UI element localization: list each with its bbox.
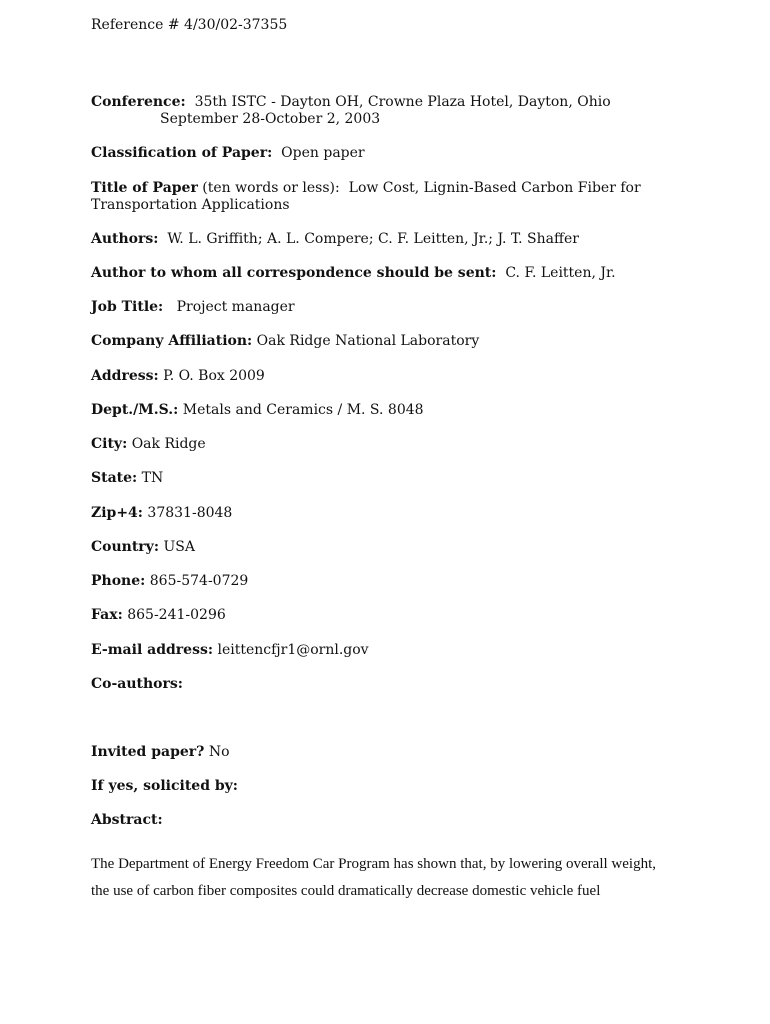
- authors-field: [91, 231, 579, 248]
- phone-label: Phone:: [91, 573, 146, 589]
- state-field: [91, 470, 163, 487]
- title-of-paper-label: Title of Paper: [91, 180, 198, 196]
- zip-value: 37831-8048: [147, 505, 233, 521]
- company-field: [91, 333, 479, 350]
- abstract-text-line2: the use of carbon fiber composites could dramatically decrease domestic vehicle fuel: [91, 883, 601, 899]
- correspondence-value: C. F. Leitten, Jr.: [505, 265, 616, 281]
- company-label: Company Affiliation:: [91, 333, 253, 349]
- classification-value: Open paper: [281, 145, 365, 161]
- coauthors-field: [91, 676, 183, 693]
- dept-field: [91, 402, 424, 419]
- address-value: P. O. Box 2009: [163, 368, 265, 384]
- invited-field: [91, 744, 230, 761]
- state-label: State:: [91, 470, 138, 486]
- zip-field: [91, 505, 232, 522]
- company-value: Oak Ridge National Laboratory: [256, 333, 480, 349]
- country-value: USA: [163, 539, 195, 555]
- conference-field: [91, 94, 611, 111]
- solicited-field: [91, 778, 238, 795]
- solicited-label: If yes, solicited by:: [91, 778, 238, 794]
- email-label: E-mail address:: [91, 642, 214, 658]
- fax-label: Fax:: [91, 607, 123, 623]
- job-title-label: Job Title:: [91, 299, 164, 315]
- city-label: City:: [91, 436, 128, 452]
- country-field: [91, 539, 195, 556]
- correspondence-label: Author to whom all correspondence should be sent:: [91, 265, 497, 281]
- abstract-heading: [91, 812, 163, 829]
- zip-label: Zip+4:: [91, 505, 143, 521]
- state-value: TN: [141, 470, 164, 486]
- fax-field: [91, 607, 226, 624]
- title-of-paper-note: (ten words or less):: [202, 180, 340, 196]
- city-value: Oak Ridge: [131, 436, 206, 452]
- city-field: [91, 436, 206, 453]
- address-label: Address:: [91, 368, 159, 384]
- conference-dates: September 28-October 2, 2003: [160, 111, 381, 127]
- coauthors-label: Co-authors:: [91, 676, 183, 692]
- invited-value: No: [208, 744, 230, 760]
- phone-field: [91, 573, 248, 590]
- abstract-text-line1: The Department of Energy Freedom Car Program has shown that, by lowering overall weight,: [91, 856, 656, 872]
- title-of-paper-value: Low Cost, Lignin-Based Carbon Fiber for: [348, 180, 641, 196]
- title-of-paper-field: [91, 180, 641, 197]
- country-label: Country:: [91, 539, 159, 555]
- dept-label: Dept./M.S.:: [91, 402, 179, 418]
- authors-label: Authors:: [91, 231, 159, 247]
- conference-value: 35th ISTC - Dayton OH, Crowne Plaza Hotel, Dayton, Ohio: [194, 94, 611, 110]
- abstract-label: Abstract:: [91, 812, 163, 828]
- invited-label: Invited paper?: [91, 744, 205, 760]
- phone-value: 865-574-0729: [149, 573, 249, 589]
- job-title-field: [91, 299, 295, 316]
- classification-label: Classification of Paper:: [91, 145, 273, 161]
- classification-field: [91, 145, 365, 162]
- reference-number: Reference # 4/30/02-37355: [91, 17, 288, 33]
- address-field: [91, 368, 265, 385]
- email-field: [91, 642, 369, 659]
- authors-value: W. L. Griffith; A. L. Compere; C. F. Leitten, Jr.; J. T. Shaffer: [167, 231, 579, 247]
- correspondence-field: [91, 265, 616, 282]
- fax-value: 865-241-0296: [127, 607, 226, 623]
- conference-label: Conference:: [91, 94, 186, 110]
- title-of-paper-value-line2: Transportation Applications: [91, 197, 290, 213]
- job-title-value: Project manager: [176, 299, 295, 315]
- email-value: leittencfjr1@ornl.gov: [217, 642, 369, 658]
- dept-value: Metals and Ceramics / M. S. 8048: [182, 402, 424, 418]
